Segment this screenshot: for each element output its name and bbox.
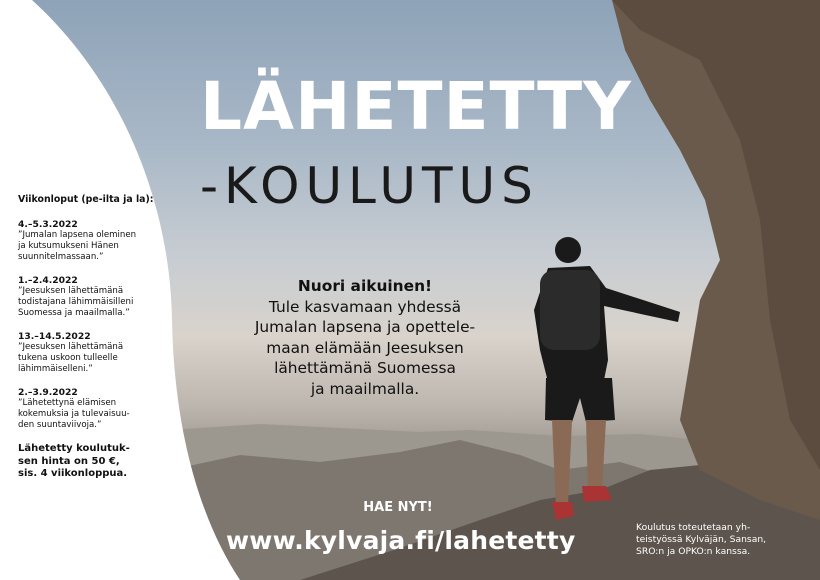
session-item — [18, 387, 178, 431]
session-description: ”Lähetettynä elämisen kokemuksia ja tulevaisuu- den suuntaviivoja.” — [18, 398, 130, 430]
session-date: 4.–5.3.2022 — [18, 219, 78, 230]
title-line-2: -KOULUTUS — [200, 157, 539, 215]
session-date: 1.–2.4.2022 — [18, 275, 78, 286]
apply-now-label: HAE NYT! — [363, 500, 433, 515]
title-line-1: LÄHETETTY — [200, 68, 632, 145]
session-item — [18, 219, 178, 263]
intro-headline: Nuori aikuinen! — [297, 277, 433, 295]
session-date: 13.–14.5.2022 — [18, 331, 91, 342]
session-description: ”Jumalan lapsena oleminen ja kutsumukseni Hänen suunnitelmassaan.” — [18, 230, 137, 262]
intro-body: Tule kasvamaan yhdessä Jumalan lapsena ja opettele- maan elämään Jeesuksen lähettämänä Suomessa ja maailmalla. — [254, 297, 476, 398]
session-item — [18, 275, 178, 319]
session-date: 2.–3.9.2022 — [18, 387, 78, 398]
session-description: ”Jeesuksen lähettämänä tukena uskoon tulleelle lähimmäiselleni.” — [18, 342, 124, 374]
schedule-heading: Viikonloput (pe-ilta ja la): — [18, 194, 154, 205]
session-description: ”Jeesuksen lähettämänä todistajana lähimmäisilleni Suomessa ja maailmalla.” — [18, 286, 134, 318]
registration-link[interactable]: www.kylvaja.fi/lahetetty — [226, 526, 576, 555]
intro-text — [210, 276, 520, 399]
session-item — [18, 331, 178, 375]
partners-note: Koulutus toteutetaan yh- teistyössä Kylväjän, Sansan, SRO:n ja OPKO:n kanssa. — [636, 522, 767, 557]
price-note: Lähetetty koulutuk- sen hinta on 50 €, sis. 4 viikonloppua. — [18, 443, 130, 479]
schedule-sidebar — [18, 194, 178, 481]
